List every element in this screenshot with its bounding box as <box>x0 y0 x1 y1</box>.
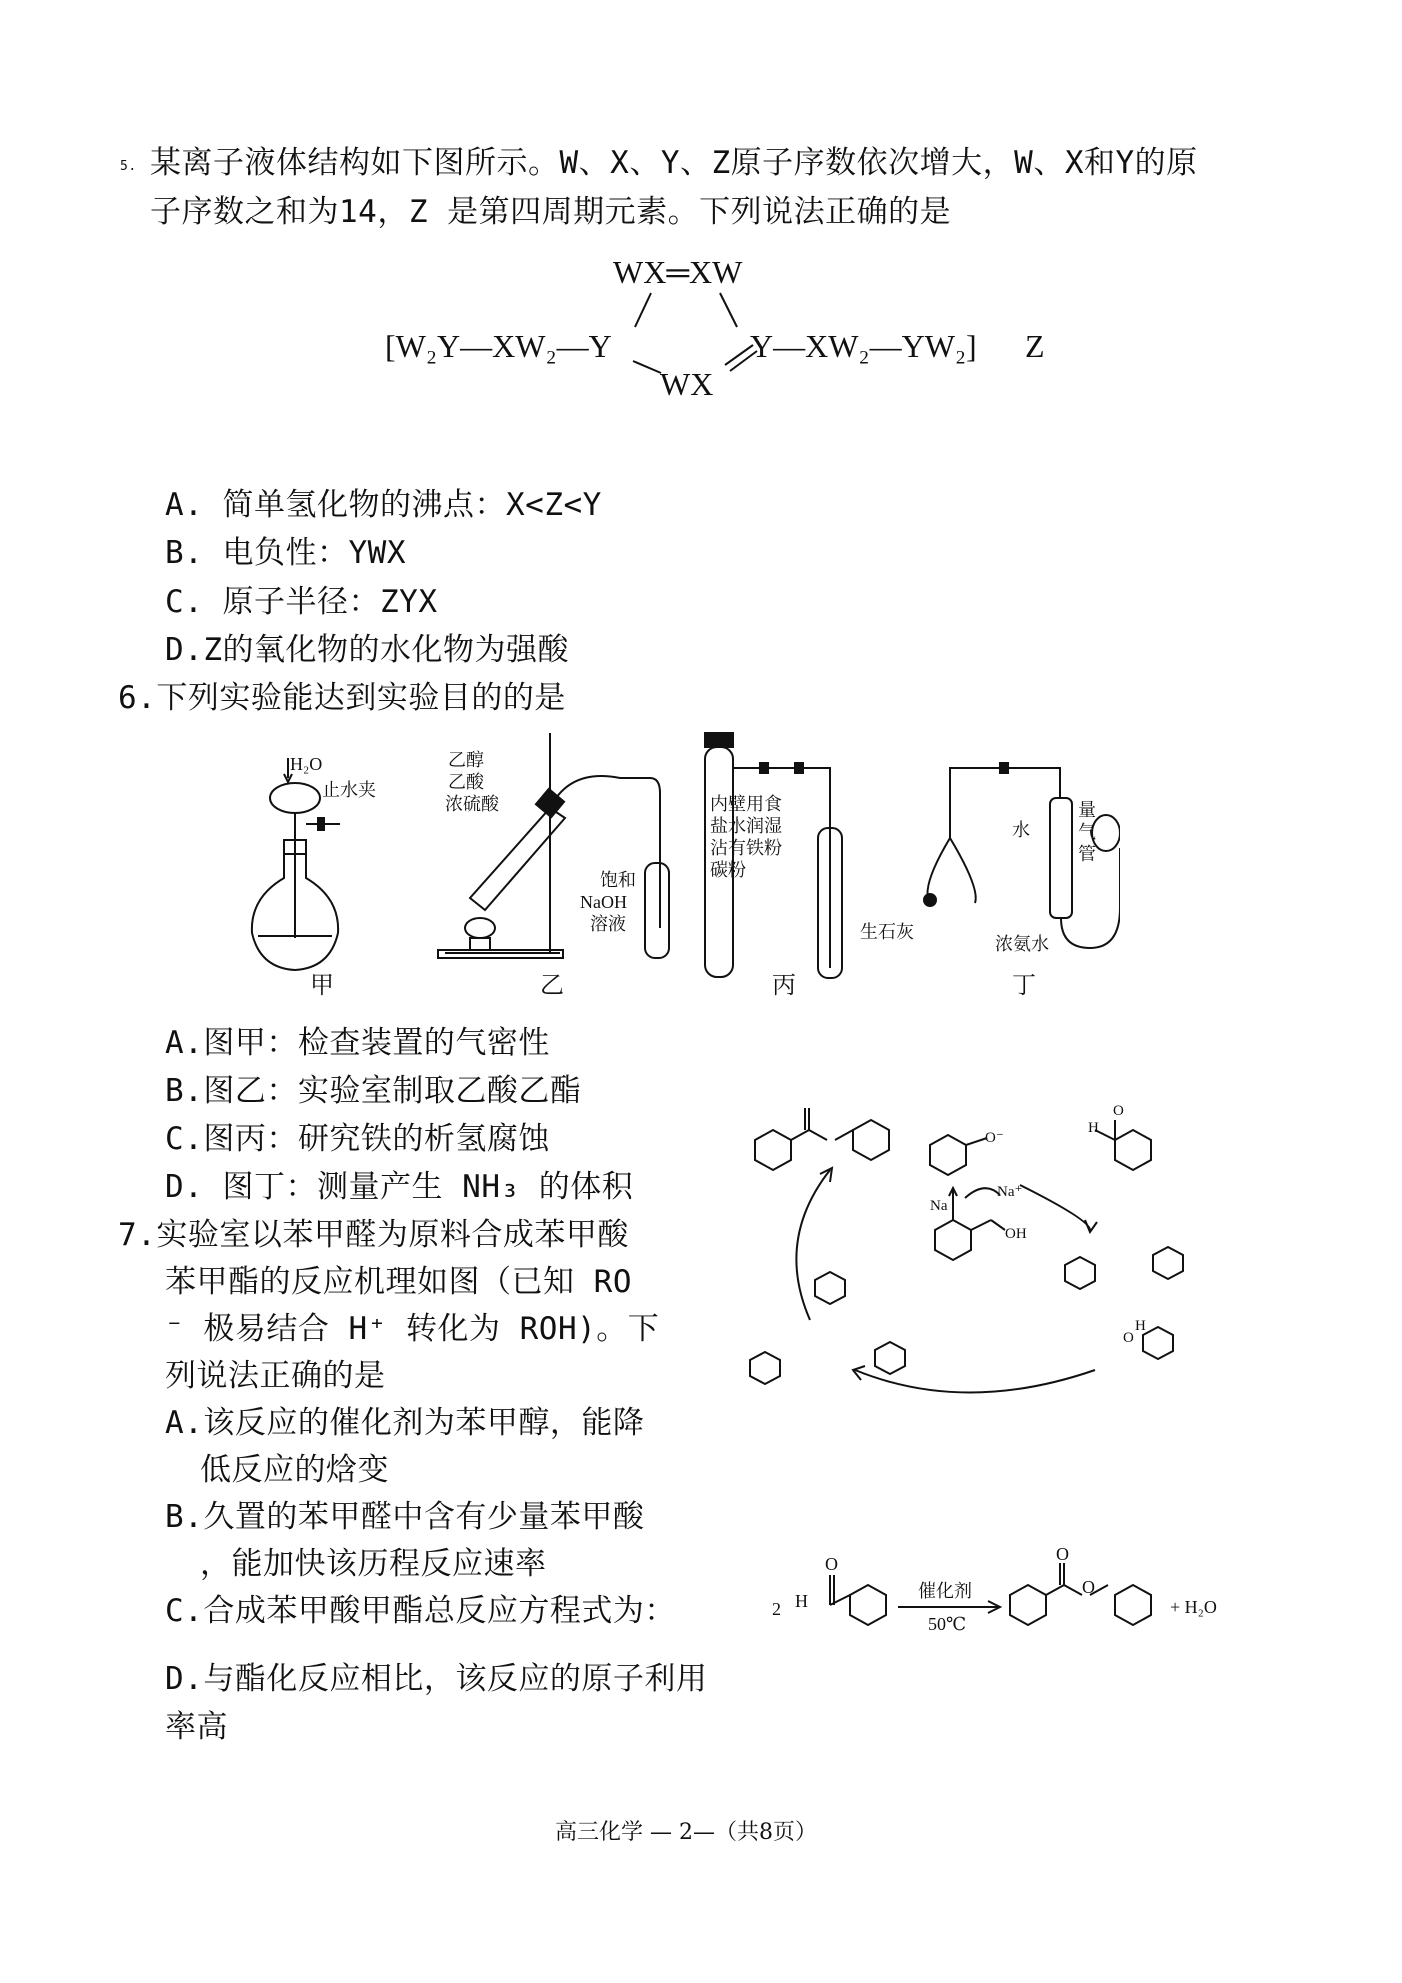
q6-stem: 6.下列实验能达到实验目的的是 <box>118 680 566 716</box>
q5-number: 5. <box>120 159 137 174</box>
label-bing-1: 内壁用食 <box>710 794 782 814</box>
intermediate-right <box>1065 1247 1183 1289</box>
q7-option-a-line1: A.该反应的催化剂为苯甲醇，能降 <box>165 1405 645 1441</box>
benzaldehyde-top-right <box>1095 1120 1151 1170</box>
q6-option-a: A.图甲：检查装置的气密性 <box>165 1025 550 1061</box>
label-sulfuric-acid: 浓硫酸 <box>445 794 499 814</box>
q5-option-c: C. 原子半径：ZYX <box>165 584 438 620</box>
title-yi: 乙 <box>540 973 564 998</box>
eq-coeff: 2 <box>772 1599 781 1619</box>
q6-option-c: C.图丙：研究铁的析氢腐蚀 <box>165 1121 550 1157</box>
label-bing-3: 沾有铁粉 <box>710 838 782 858</box>
label-ethanol: 乙醇 <box>448 750 484 770</box>
label-h2o: H₂O <box>290 754 323 774</box>
q7-option-b-line2: ，能加快该历程反应速率 <box>200 1546 547 1582</box>
cycle-arrow-left <box>796 1170 830 1320</box>
eq-h: H <box>795 1591 808 1611</box>
label-h-lower: H <box>1135 1318 1146 1334</box>
q6-option-b: B.图乙：实验室制取乙酸乙酯 <box>165 1073 582 1109</box>
label-quicklime: 生石灰 <box>860 922 914 942</box>
label-o-minus: O⁻ <box>985 1130 1004 1146</box>
page-footer: 高三化学 — 2—（共8页） <box>555 1820 817 1845</box>
label-solution: 溶液 <box>590 914 626 934</box>
eq-o-reactant: O <box>825 1554 838 1574</box>
q7-option-a-line2: 低反应的焓变 <box>200 1452 389 1488</box>
q7-stem-line4: 列说法正确的是 <box>165 1358 386 1394</box>
overall-equation-figure <box>770 1545 1330 1655</box>
label-saturated: 饱和 <box>600 870 636 890</box>
label-water: 水 <box>1012 820 1030 840</box>
label-na-plus: Na⁺ <box>997 1184 1023 1200</box>
title-jia: 甲 <box>310 973 334 998</box>
label-naoh: NaOH <box>580 892 627 912</box>
label-na: Na <box>930 1198 948 1214</box>
label-o-top: O <box>1113 1103 1124 1119</box>
label-ammonia: 浓氨水 <box>995 934 1049 954</box>
label-bing-4: 碳粉 <box>710 860 746 880</box>
label-gas-tube-1: 量 <box>1078 800 1096 820</box>
q7-option-d-line1: D.与酯化反应相比，该反应的原子利用 <box>165 1661 708 1697</box>
label-bing-2: 盐水润湿 <box>710 816 782 836</box>
label-acetic-acid: 乙酸 <box>448 772 484 792</box>
ring-bond-left <box>635 293 651 327</box>
eq-water: + H₂O <box>1170 1597 1217 1617</box>
label-gas-tube-2: 气 <box>1078 822 1096 842</box>
eq-o-product: O <box>1056 1545 1069 1564</box>
q7-option-d-line2: 率高 <box>165 1709 228 1745</box>
ring-top-text: WX═XW <box>613 254 743 290</box>
q7-option-b-line1: B.久置的苯甲醛中含有少量苯甲酸 <box>165 1499 645 1535</box>
q5-stem-line1: 某离子液体结构如下图所示。W、X、Y、Z原子序数依次增大，W、X和Y的原 <box>150 145 1198 181</box>
q5-option-a: A. 简单氢化物的沸点：X<Z<Y <box>165 487 602 523</box>
q5-stem-line2: 子序数之和为14，Z 是第四周期元素。下列说法正确的是 <box>150 194 952 230</box>
q6-option-d: D. 图丁：测量产生 NH₃ 的体积 <box>165 1169 634 1205</box>
ring-bond-bottom-left <box>633 361 661 373</box>
label-h-top: H <box>1088 1120 1099 1136</box>
ring-bond-bottom-right-a <box>725 345 753 365</box>
label-o-lower: O <box>1123 1330 1134 1346</box>
ring-right-text: Y—XW₂—YW₂] <box>750 328 977 364</box>
ionic-liquid-structure <box>385 245 1085 415</box>
counter-ion-text: Z <box>1025 328 1045 364</box>
eq-temp: 50℃ <box>928 1614 967 1634</box>
na-arrow <box>965 1188 1000 1198</box>
benzaldehyde-lower-right <box>1143 1327 1173 1359</box>
ring-bottom-text: WX <box>660 366 714 402</box>
eq-catalyst: 催化剂 <box>918 1581 972 1602</box>
cycle-arrow-right <box>1020 1185 1090 1230</box>
q5-option-d: D.Z的氧化物的水化物为强酸 <box>165 632 569 668</box>
benzyl-benzoate-molecule <box>755 1108 889 1170</box>
q7-stem-line2: 苯甲酯的反应机理如图（已知 RO <box>165 1264 632 1300</box>
q7-stem-line3: ⁻ 极易结合 H⁺ 转化为 ROH)。下 <box>165 1311 660 1347</box>
q7-option-c: C.合成苯甲酸甲酯总反应方程式为： <box>165 1593 676 1629</box>
mechanism-cycle-figure <box>735 1070 1205 1420</box>
intermediate-left <box>750 1272 905 1384</box>
ring-bond-right <box>720 293 737 327</box>
title-bing: 丙 <box>772 973 796 998</box>
q7-stem-line1: 7.实验室以苯甲醛为原料合成苯甲酸 <box>118 1217 629 1253</box>
ring-left-text: [W₂Y—XW₂—Y <box>385 328 612 364</box>
q6-apparatus-figure <box>240 728 1120 998</box>
eq-o-ester: O <box>1082 1577 1095 1597</box>
title-ding: 丁 <box>1012 973 1036 998</box>
label-oh: OH <box>1005 1226 1027 1242</box>
label-stopclamp: 止水夹 <box>322 780 376 800</box>
benzyl-oxide-molecule <box>930 1135 987 1175</box>
q5-option-b: B. 电负性：YWX <box>165 535 406 571</box>
label-gas-tube-3: 管 <box>1078 844 1096 864</box>
